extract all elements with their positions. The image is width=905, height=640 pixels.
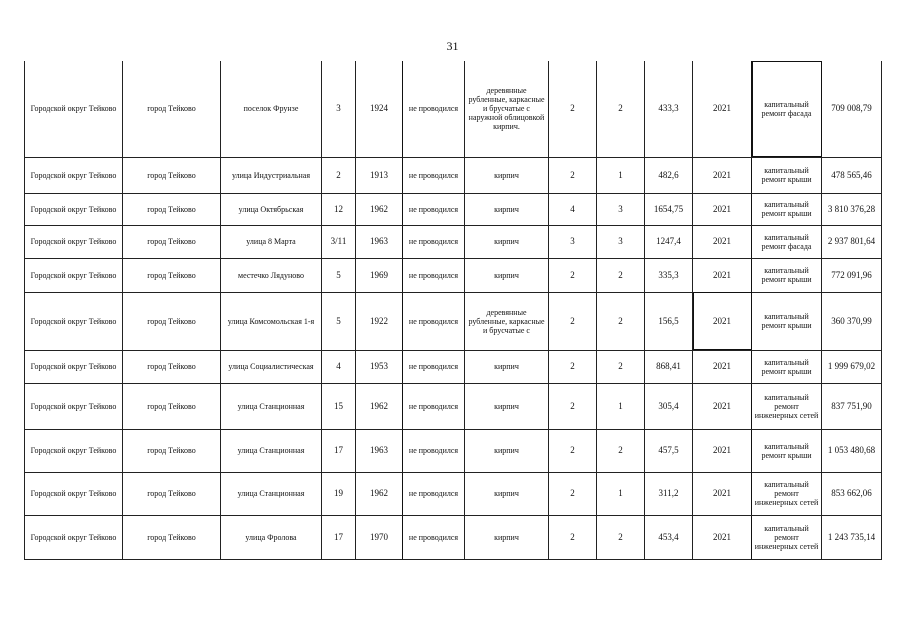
last-repair-cell: не проводился [403, 258, 465, 292]
cost-cell: 360 370,99 [822, 292, 882, 350]
entrances-cell: 2 [597, 292, 645, 350]
work-type-cell: капитальный ремонт крыши [752, 292, 822, 350]
wall-material-cell: кирпич [465, 258, 549, 292]
wall-material-cell: кирпич [465, 350, 549, 383]
city-cell: город Тейково [123, 225, 221, 258]
build-year-cell: 1963 [356, 225, 403, 258]
street-cell: улица 8 Марта [221, 225, 322, 258]
wall-material-cell: кирпич [465, 429, 549, 472]
area-cell: 453,4 [645, 515, 693, 559]
table-row [25, 515, 882, 559]
street-cell: улица Социалистическая [221, 350, 322, 383]
table-row [25, 383, 882, 429]
last-repair-cell: не проводился [403, 383, 465, 429]
street-cell: улица Фролова [221, 515, 322, 559]
build-year-cell: 1963 [356, 429, 403, 472]
last-repair-cell: не проводился [403, 225, 465, 258]
district-cell: Городской округ Тейково [25, 429, 123, 472]
work-type-cell: капитальный ремонт крыши [752, 193, 822, 225]
house-number-cell: 19 [322, 472, 356, 515]
floors-cell: 4 [549, 193, 597, 225]
entrances-cell: 2 [597, 350, 645, 383]
house-number-cell: 3/11 [322, 225, 356, 258]
cost-cell: 1 243 735,14 [822, 515, 882, 559]
street-cell: улица Комсомольская 1-я [221, 292, 322, 350]
house-number-cell: 3 [322, 61, 356, 157]
work-type-cell: капитальный ремонт крыши [752, 429, 822, 472]
cost-cell: 1 053 480,68 [822, 429, 882, 472]
floors-cell: 2 [549, 157, 597, 193]
area-cell: 156,5 [645, 292, 693, 350]
city-cell: город Тейково [123, 193, 221, 225]
city-cell: город Тейково [123, 258, 221, 292]
table-row [25, 292, 882, 350]
cost-cell: 853 662,06 [822, 472, 882, 515]
city-cell: город Тейково [123, 515, 221, 559]
page-number: 31 [446, 39, 459, 53]
area-cell: 1247,4 [645, 225, 693, 258]
cost-cell: 837 751,90 [822, 383, 882, 429]
wall-material-cell: деревянные рубленные, каркасные и брусчатые с [465, 292, 549, 350]
work-type-cell: капитальный ремонт инженерных сетей [752, 383, 822, 429]
work-type-cell: капитальный ремонт инженерных сетей [752, 515, 822, 559]
table-row [25, 429, 882, 472]
build-year-cell: 1969 [356, 258, 403, 292]
house-number-cell: 15 [322, 383, 356, 429]
plan-year-cell: 2021 [693, 292, 752, 350]
city-cell: город Тейково [123, 292, 221, 350]
city-cell: город Тейково [123, 61, 221, 157]
district-cell: Городской округ Тейково [25, 515, 123, 559]
district-cell: Городской округ Тейково [25, 157, 123, 193]
entrances-cell: 1 [597, 383, 645, 429]
floors-cell: 2 [549, 472, 597, 515]
house-number-cell: 17 [322, 429, 356, 472]
cost-cell: 772 091,96 [822, 258, 882, 292]
house-number-cell: 5 [322, 292, 356, 350]
house-number-cell: 2 [322, 157, 356, 193]
district-cell: Городской округ Тейково [25, 258, 123, 292]
build-year-cell: 1953 [356, 350, 403, 383]
wall-material-cell: деревянные рубленные, каркасные и брусчатые с наружной облицовкой кирпич. [465, 61, 549, 157]
plan-year-cell: 2021 [693, 383, 752, 429]
build-year-cell: 1924 [356, 61, 403, 157]
entrances-cell: 2 [597, 258, 645, 292]
table-row [25, 258, 882, 292]
entrances-cell: 3 [597, 193, 645, 225]
district-cell: Городской округ Тейково [25, 383, 123, 429]
district-cell: Городской округ Тейково [25, 472, 123, 515]
district-cell: Городской округ Тейково [25, 61, 123, 157]
wall-material-cell: кирпич [465, 515, 549, 559]
cost-cell: 2 937 801,64 [822, 225, 882, 258]
cost-cell: 1 999 679,02 [822, 350, 882, 383]
last-repair-cell: не проводился [403, 350, 465, 383]
table-row [25, 193, 882, 225]
build-year-cell: 1913 [356, 157, 403, 193]
street-cell: улица Станционная [221, 383, 322, 429]
city-cell: город Тейково [123, 157, 221, 193]
floors-cell: 2 [549, 383, 597, 429]
area-cell: 335,3 [645, 258, 693, 292]
build-year-cell: 1962 [356, 472, 403, 515]
area-cell: 482,6 [645, 157, 693, 193]
work-type-cell: капитальный ремонт фасада [752, 225, 822, 258]
city-cell: город Тейково [123, 472, 221, 515]
plan-year-cell: 2021 [693, 225, 752, 258]
house-number-cell: 12 [322, 193, 356, 225]
floors-cell: 2 [549, 350, 597, 383]
street-cell: поселок Фрунзе [221, 61, 322, 157]
wall-material-cell: кирпич [465, 157, 549, 193]
last-repair-cell: не проводился [403, 472, 465, 515]
house-number-cell: 17 [322, 515, 356, 559]
build-year-cell: 1962 [356, 383, 403, 429]
wall-material-cell: кирпич [465, 383, 549, 429]
area-cell: 433,3 [645, 61, 693, 157]
entrances-cell: 2 [597, 61, 645, 157]
street-cell: местечко Лядуново [221, 258, 322, 292]
plan-year-cell: 2021 [693, 472, 752, 515]
entrances-cell: 1 [597, 157, 645, 193]
floors-cell: 2 [549, 258, 597, 292]
wall-material-cell: кирпич [465, 472, 549, 515]
entrances-cell: 1 [597, 472, 645, 515]
cost-cell: 3 810 376,28 [822, 193, 882, 225]
area-cell: 868,41 [645, 350, 693, 383]
cost-cell: 709 008,79 [822, 61, 882, 157]
house-number-cell: 4 [322, 350, 356, 383]
plan-year-cell: 2021 [693, 429, 752, 472]
wall-material-cell: кирпич [465, 225, 549, 258]
street-cell: улица Октябрьская [221, 193, 322, 225]
area-cell: 1654,75 [645, 193, 693, 225]
entrances-cell: 3 [597, 225, 645, 258]
plan-year-cell: 2021 [693, 157, 752, 193]
plan-year-cell: 2021 [693, 193, 752, 225]
district-cell: Городской округ Тейково [25, 193, 123, 225]
work-type-cell: капитальный ремонт крыши [752, 157, 822, 193]
work-type-cell: капитальный ремонт крыши [752, 258, 822, 292]
house-number-cell: 5 [322, 258, 356, 292]
floors-cell: 2 [549, 292, 597, 350]
repair-schedule-table [24, 61, 882, 560]
last-repair-cell: не проводился [403, 429, 465, 472]
work-type-cell: капитальный ремонт фасада [752, 61, 822, 157]
table-row [25, 225, 882, 258]
floors-cell: 2 [549, 515, 597, 559]
floors-cell: 2 [549, 429, 597, 472]
build-year-cell: 1970 [356, 515, 403, 559]
area-cell: 305,4 [645, 383, 693, 429]
plan-year-cell: 2021 [693, 515, 752, 559]
plan-year-cell: 2021 [693, 350, 752, 383]
table-row [25, 61, 882, 157]
wall-material-cell: кирпич [465, 193, 549, 225]
work-type-cell: капитальный ремонт крыши [752, 350, 822, 383]
build-year-cell: 1922 [356, 292, 403, 350]
table-row [25, 350, 882, 383]
district-cell: Городской округ Тейково [25, 292, 123, 350]
last-repair-cell: не проводился [403, 157, 465, 193]
street-cell: улица Индустриальная [221, 157, 322, 193]
area-cell: 311,2 [645, 472, 693, 515]
last-repair-cell: не проводился [403, 515, 465, 559]
last-repair-cell: не проводился [403, 193, 465, 225]
last-repair-cell: не проводился [403, 292, 465, 350]
work-type-cell: капитальный ремонт инженерных сетей [752, 472, 822, 515]
city-cell: город Тейково [123, 383, 221, 429]
build-year-cell: 1962 [356, 193, 403, 225]
district-cell: Городской округ Тейково [25, 350, 123, 383]
plan-year-cell: 2021 [693, 258, 752, 292]
city-cell: город Тейково [123, 350, 221, 383]
floors-cell: 3 [549, 225, 597, 258]
entrances-cell: 2 [597, 429, 645, 472]
district-cell: Городской округ Тейково [25, 225, 123, 258]
cost-cell: 478 565,46 [822, 157, 882, 193]
plan-year-cell: 2021 [693, 61, 752, 157]
street-cell: улица Станционная [221, 472, 322, 515]
street-cell: улица Станционная [221, 429, 322, 472]
last-repair-cell: не проводился [403, 61, 465, 157]
entrances-cell: 2 [597, 515, 645, 559]
area-cell: 457,5 [645, 429, 693, 472]
city-cell: город Тейково [123, 429, 221, 472]
table-row [25, 472, 882, 515]
table-row [25, 157, 882, 193]
floors-cell: 2 [549, 61, 597, 157]
